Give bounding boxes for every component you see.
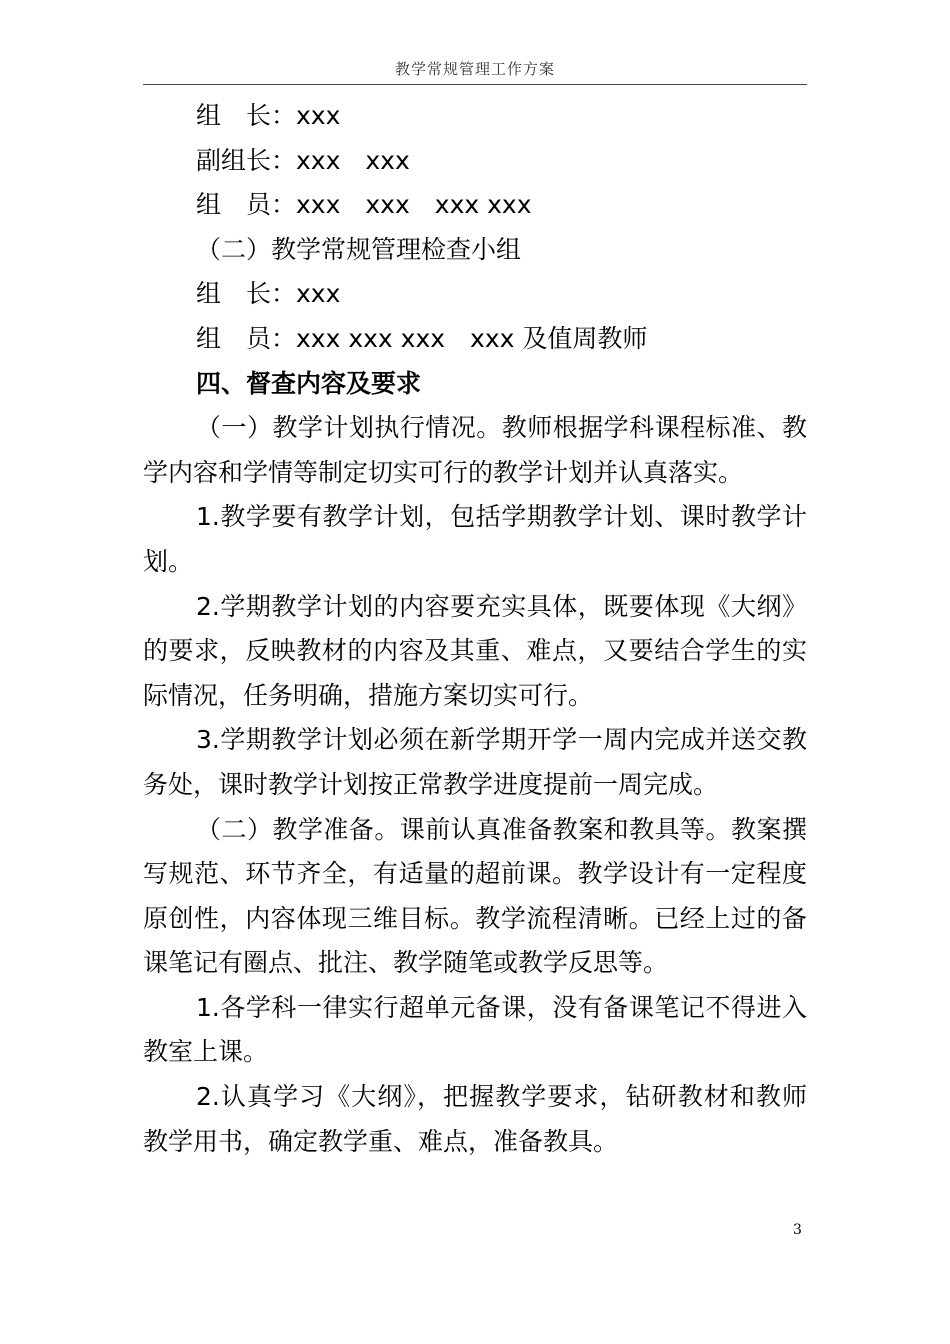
document-body (143, 94, 807, 1164)
paragraph: 1.教学要有教学计划，包括学期教学计划、课时教学计划。 (143, 502, 807, 576)
paragraph: 2.认真学习《大纲》，把握教学要求，钻研教材和教师教学用书，确定教学重、难点，准备教具。 (143, 1082, 807, 1156)
paragraph: （一）教学计划执行情况。教师根据学科课程标准、教学内容和学情等制定切实可行的教学计划并认真落实。 (143, 413, 807, 487)
paragraph: 2.学期教学计划的内容要充实具体，既要体现《大纲》的要求，反映教材的内容及其重、难点，又要结合学生的实际情况，任务明确，措施方案切实可行。 (143, 591, 807, 710)
members-line: 组 员：xxx xxx xxx xxx (196, 190, 532, 220)
deputy-leader-line: 副组长：xxx xxx (196, 145, 410, 175)
paragraph: 1.各学科一律实行超单元备课，没有备课笔记不得进入教室上课。 (143, 992, 807, 1067)
inspection-leader-line: 组 长：xxx (196, 279, 341, 309)
inspection-members-line: 组 员：xxx xxx xxx xxx 及值周教师 (196, 323, 648, 353)
paragraph: （二）教学准备。课前认真准备教案和教具等。教案撰写规范、环节齐全，有适量的超前课。教学设计有一定程度原创性，内容体现三维目标。教学流程清晰。已经上过的备课笔记有圈点、批注、教学随笔或教学反思等。 (143, 814, 807, 978)
subsection-heading: （二）教学常规管理检查小组 (196, 234, 522, 264)
header-rule (143, 84, 807, 85)
running-header-title: 教学常规管理工作方案 (394, 60, 555, 78)
section-heading: 四、督查内容及要求 (196, 368, 422, 398)
group-leader-line: 组 长：xxx (196, 101, 341, 130)
page-number: 3 (793, 1222, 802, 1238)
paragraph: 3.学期教学计划必须在新学期开学一周内完成并送交教务处，课时教学计划按正常教学进度提前一周完成。 (143, 725, 807, 799)
